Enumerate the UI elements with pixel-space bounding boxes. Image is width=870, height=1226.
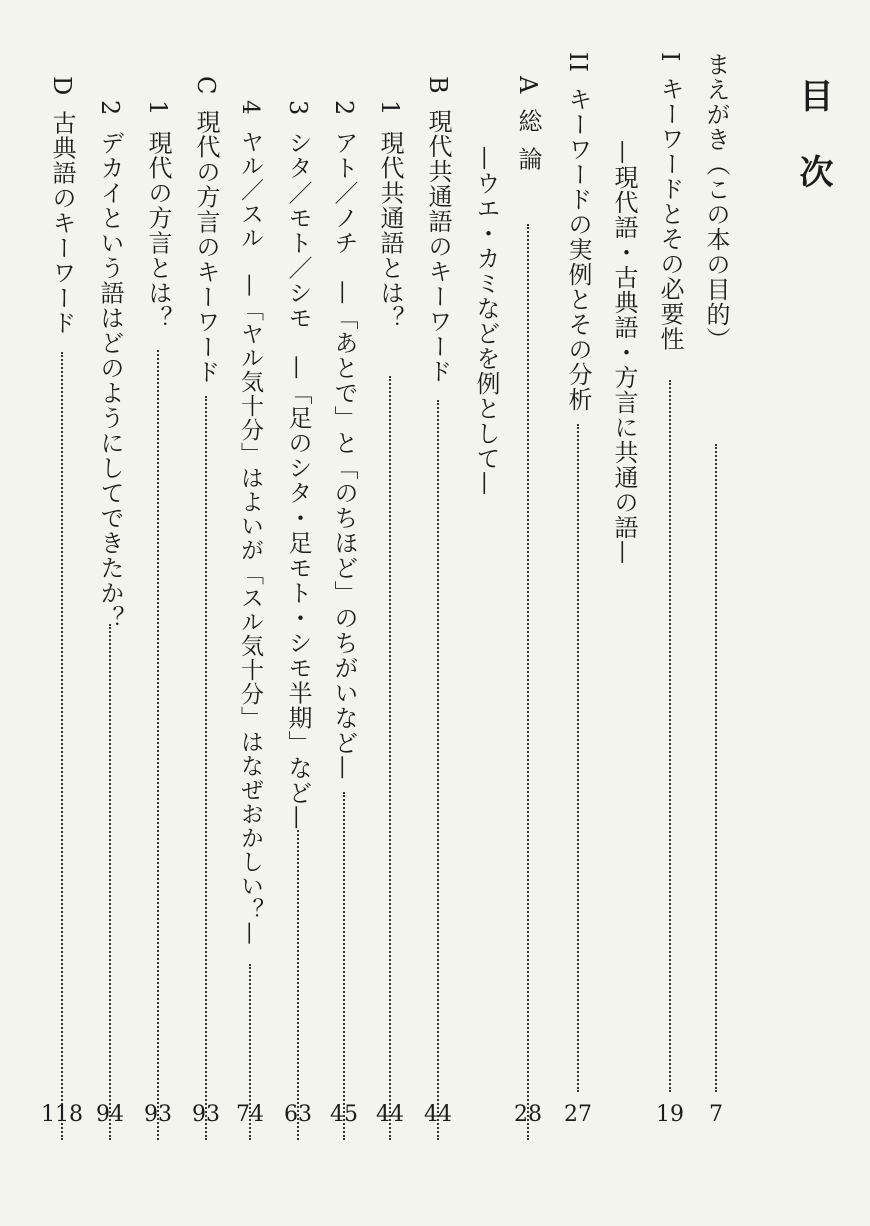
entry-number: II <box>564 52 592 73</box>
leader-dots <box>157 350 159 1140</box>
entry-number: 3 <box>284 100 312 117</box>
page-number: 44 <box>424 1102 452 1127</box>
page-number: 93 <box>144 1102 172 1127</box>
entry-label: アト／ノチ —「あとで」と「のちほど」のちがいなど— <box>330 130 358 781</box>
leader-dots <box>61 352 63 1140</box>
entry-subtitle: —ウエ・カミなどを例として— <box>472 146 500 496</box>
leader-dots <box>343 792 345 1140</box>
entry-number: 2 <box>96 100 124 117</box>
toc-entry[interactable] <box>650 52 690 1132</box>
toc-entry-subtitle <box>604 140 644 1220</box>
entry-number: B <box>424 76 452 95</box>
leader-dots <box>437 400 439 1140</box>
entry-subtitle: —現代語・古典語・方言に共通の語— <box>610 140 638 565</box>
leader-dots <box>205 396 207 1140</box>
toc-entry[interactable] <box>418 76 458 1156</box>
page-number: 19 <box>656 1102 684 1127</box>
page-number: 118 <box>41 1102 83 1127</box>
entry-number: A <box>514 76 542 95</box>
toc-entry[interactable] <box>508 76 548 1156</box>
entry-label: 現代の方言のキーワード <box>192 109 220 385</box>
page-number: 28 <box>514 1102 542 1127</box>
entry-label: キーワードとその必要性 <box>656 76 684 352</box>
entry-number: 1 <box>376 100 404 117</box>
entry-number: 1 <box>144 100 172 117</box>
page-number: 45 <box>330 1102 358 1127</box>
toc-entry-subtitle <box>466 146 506 1226</box>
toc-entry[interactable] <box>186 76 226 1156</box>
page-number: 27 <box>564 1102 592 1127</box>
leader-dots <box>297 830 299 1140</box>
toc-entry[interactable] <box>138 100 178 1180</box>
page-number: 94 <box>96 1102 124 1127</box>
entry-number: 2 <box>330 100 358 117</box>
leader-dots <box>669 380 671 1092</box>
entry-number: C <box>192 76 220 96</box>
entry-label: キーワードの実例とその分析 <box>564 86 592 412</box>
page-number: 74 <box>236 1102 264 1127</box>
toc-entry[interactable] <box>370 100 410 1180</box>
entry-label: 現代共通語とは？ <box>376 130 404 331</box>
leader-dots <box>577 424 579 1092</box>
entry-label: まえがき（この本の目的） <box>702 52 730 352</box>
entry-label: 現代共通語のキーワード <box>424 108 452 384</box>
entry-label: 総論 <box>514 108 542 185</box>
entry-label: 現代の方言とは？ <box>144 130 172 331</box>
toc-entry[interactable] <box>696 52 736 1132</box>
leader-dots <box>389 376 391 1140</box>
toc-entry[interactable] <box>324 100 364 1180</box>
toc-entry[interactable] <box>42 76 82 1156</box>
entry-label: シタ／モト／シモ —「足のシタ・足モト・シモ半期」など— <box>284 130 312 831</box>
toc-entry[interactable] <box>90 100 130 1180</box>
toc-entry[interactable] <box>558 52 598 1132</box>
entry-number: 4 <box>237 100 263 116</box>
entry-label: デカイという語はどのようにしてできたか？ <box>96 130 124 631</box>
entry-label: 古典語のキーワード <box>48 110 76 336</box>
page-title: 目次 <box>793 78 833 230</box>
entry-label: ヤル／スル —「ヤル気十分」はよいが「スル気十分」はなぜおかしい？— <box>237 129 263 946</box>
entry-number: I <box>656 52 684 63</box>
page-number: 44 <box>376 1102 404 1127</box>
entry-number: D <box>48 76 76 97</box>
toc-entry[interactable] <box>278 100 318 1180</box>
leader-dots <box>527 224 529 1140</box>
leader-dots <box>109 624 111 1140</box>
leader-dots <box>715 444 717 1092</box>
page-number: 7 <box>709 1102 723 1127</box>
page-number: 93 <box>192 1102 220 1127</box>
toc-entry[interactable] <box>230 100 270 1180</box>
page-number: 63 <box>284 1102 312 1127</box>
